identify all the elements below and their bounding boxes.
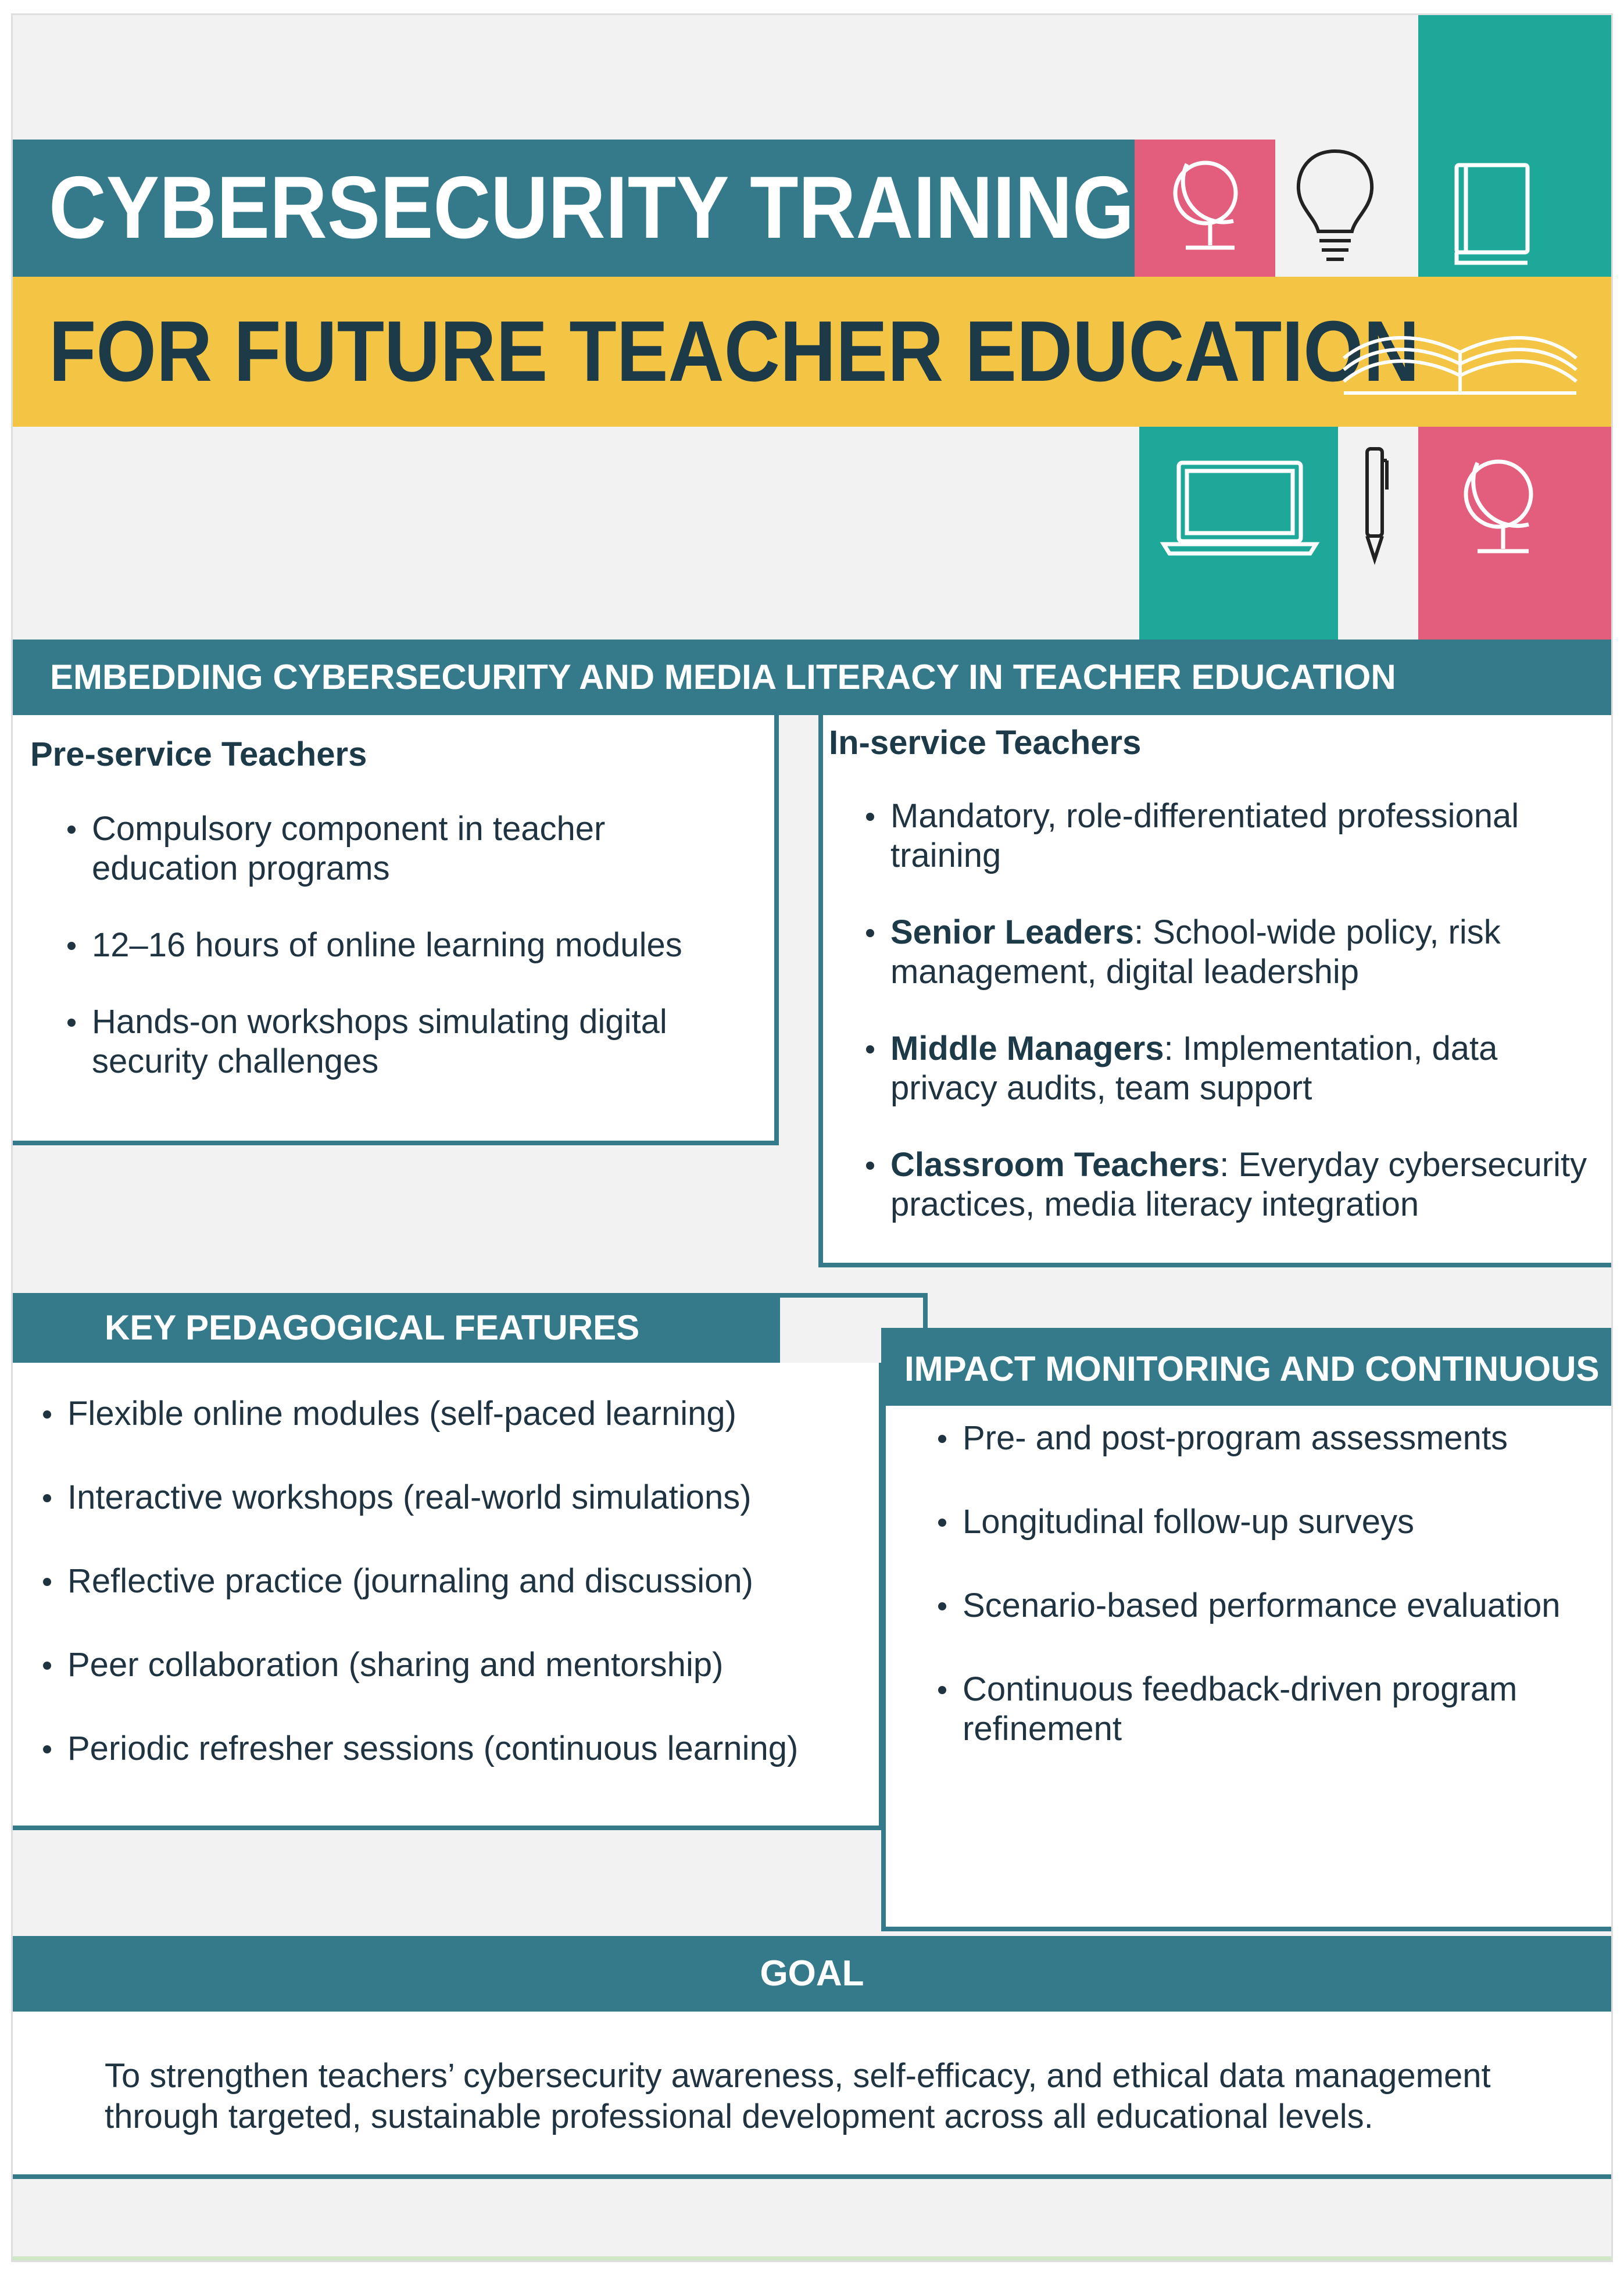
laptop-icon — [1161, 457, 1318, 562]
list-item: Middle Managers: Implementation, data privacy audits, team support — [863, 1029, 1595, 1108]
goal-heading: GOAL — [13, 1936, 1611, 2012]
list-item: Reflective practice (journaling and discussion) — [40, 1562, 865, 1601]
bottom-divider — [13, 2256, 1611, 2260]
list-item: Classroom Teachers: Everyday cybersecurity practices, media literacy integration — [863, 1145, 1595, 1224]
list-item: 12–16 hours of online learning modules — [64, 926, 738, 965]
list-item: Senior Leaders: School-wide policy, risk management, digital leadership — [863, 913, 1595, 992]
in-service-list — [863, 796, 1595, 1262]
pen-icon — [1357, 443, 1392, 571]
key-features-panel — [13, 1363, 883, 1830]
goal-text: To strengthen teachers’ cybersecurity awareness, self-efficacy, and ethical data management through targeted, sustainable professional development across all educational levels. — [105, 2057, 1491, 2135]
page-title-line1: CYBERSECURITY TRAINING — [49, 158, 1135, 257]
page-title-line2: FOR FUTURE TEACHER EDUCATION — [49, 303, 1420, 399]
pre-service-list — [64, 809, 738, 1119]
key-features-outline-top — [780, 1293, 928, 1298]
impact-list — [935, 1419, 1597, 1749]
pre-service-panel — [13, 715, 779, 1145]
globe-icon — [1169, 152, 1245, 263]
impact-heading: IMPACT MONITORING AND CONTINUOUS — [886, 1333, 1611, 1406]
list-item: Pre- and post-program assessments — [935, 1419, 1597, 1458]
key-features-list — [40, 1394, 865, 1769]
impact-panel — [881, 1328, 1611, 1931]
key-features-heading: KEY PEDAGOGICAL FEATURES — [13, 1293, 780, 1363]
list-item: Flexible online modules (self-paced learning) — [40, 1394, 865, 1434]
list-item: Scenario-based performance evaluation — [935, 1586, 1597, 1626]
list-item: Hands-on workshops simulating digital security challenges — [64, 1002, 738, 1081]
list-item: Mandatory, role-differentiated professional training — [863, 796, 1595, 876]
embedding-section-heading: EMBEDDING CYBERSECURITY AND MEDIA LITERACY IN TEACHER EDUCATION — [13, 640, 1611, 715]
pre-service-title: Pre-service Teachers — [30, 735, 367, 773]
in-service-panel — [818, 715, 1611, 1267]
list-item: Interactive workshops (real-world simulations) — [40, 1478, 865, 1517]
list-item: Continuous feedback-driven program refinement — [935, 1670, 1597, 1749]
list-item: Longitudinal follow-up surveys — [935, 1502, 1597, 1542]
infographic-page — [13, 15, 1611, 2260]
globe-icon — [1457, 449, 1544, 571]
book-icon — [1448, 159, 1536, 270]
list-item: Peer collaboration (sharing and mentorship) — [40, 1645, 865, 1685]
list-item: Periodic refresher sessions (continuous learning) — [40, 1729, 865, 1769]
lightbulb-icon — [1292, 144, 1379, 272]
open-book-icon — [1338, 306, 1582, 405]
in-service-title: In-service Teachers — [829, 724, 1142, 762]
list-item: Compulsory component in teacher education programs — [64, 809, 738, 888]
